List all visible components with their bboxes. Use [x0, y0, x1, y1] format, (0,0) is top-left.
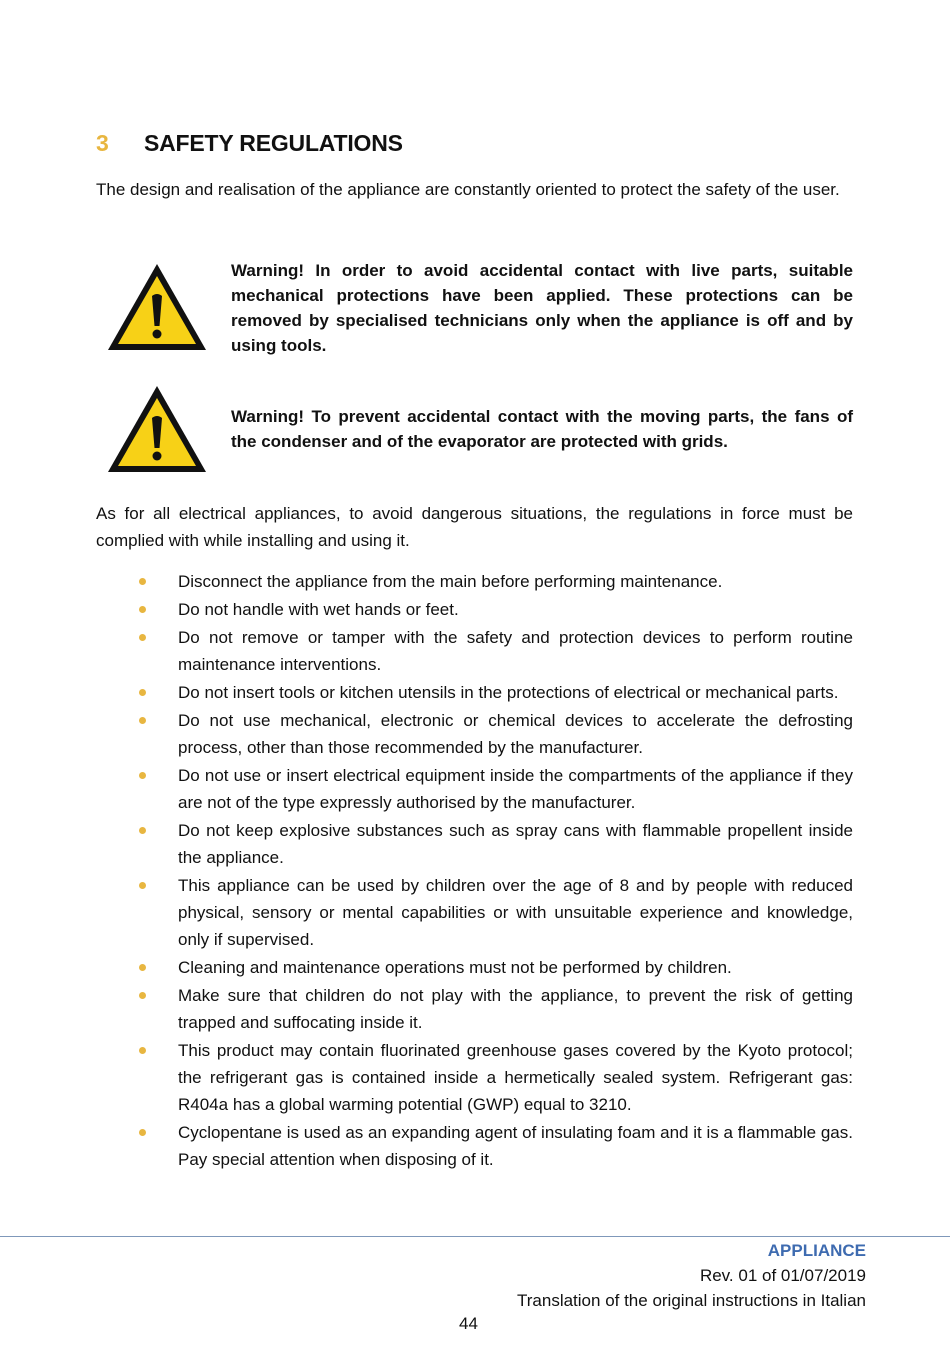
list-item: Disconnect the appliance from the main before performing maintenance. [178, 568, 853, 595]
footer-revision: Rev. 01 of 01/07/2019 [699, 1266, 866, 1285]
bullet-dot [139, 578, 146, 585]
list-item: This appliance can be used by children over the age of 8 and by people with reduced physical, sensory or mental capabilities or with unsuitable experience and knowledge, only if supervised. [178, 872, 853, 953]
bullet-dot [139, 992, 146, 999]
bullet-dot [139, 606, 146, 613]
footer-translation-note: Translation of the original instructions in Italian [517, 1291, 866, 1310]
list-item: Cleaning and maintenance operations must not be performed by children. [178, 954, 853, 981]
section-number: 3 [96, 130, 109, 156]
list-item: Do not insert tools or kitchen utensils in the protections of electrical or mechanical parts. [178, 679, 853, 706]
page-footer [517, 1238, 866, 1313]
list-item: Do not remove or tamper with the safety and protection devices to perform routine maintenance interventions. [178, 624, 853, 678]
bullet-dot [139, 689, 146, 696]
general-paragraph: As for all electrical appliances, to avoid dangerous situations, the regulations in force must be complied with while installing and using it. [96, 504, 853, 550]
bullet-dot [139, 1129, 146, 1136]
list-item: Cyclopentane is used as an expanding agent of insulating foam and it is a flammable gas. Pay special attention when disposing of it. [178, 1119, 853, 1173]
bullet-dot [139, 772, 146, 779]
warning-triangle-icon [106, 384, 208, 474]
footer-divider [0, 1236, 950, 1237]
page-number: 44 [459, 1314, 478, 1333]
list-item: Do not use mechanical, electronic or chemical devices to accelerate the defrosting process, other than those recommended by the manufacturer. [178, 707, 853, 761]
warning-text-moving-parts: Warning! To prevent accidental contact with the moving parts, the fans of the condenser and of the evaporator are protected with grids. [231, 407, 853, 451]
list-item: This product may contain fluorinated greenhouse gases covered by the Kyoto protocol; the refrigerant gas is contained inside a hermetically sealed system. Refrigerant gas: R404a has a global warming potential (GWP) equal to 3210. [178, 1037, 853, 1118]
section-title: SAFETY REGULATIONS [144, 130, 403, 156]
bullet-dot [139, 1047, 146, 1054]
list-item: Do not use or insert electrical equipment inside the compartments of the appliance if they are not of the type expressly authorised by the manufacturer. [178, 762, 853, 816]
warning-text-live-parts: Warning! In order to avoid accidental contact with live parts, suitable mechanical protections have been applied. These protections can be removed by specialised technicians only when the appliance is off and by using tools. [231, 261, 853, 355]
warning-triangle-icon [106, 262, 208, 352]
bullet-dot [139, 717, 146, 724]
list-item: Do not handle with wet hands or feet. [178, 596, 853, 623]
bullet-dot [139, 827, 146, 834]
list-item: Do not keep explosive substances such as spray cans with flammable propellent inside the appliance. [178, 817, 853, 871]
intro-paragraph: The design and realisation of the appliance are constantly oriented to protect the safety of the user. [96, 180, 840, 199]
safety-bullet-list [0, 568, 950, 1174]
list-item: Make sure that children do not play with the appliance, to prevent the risk of getting trapped and suffocating inside it. [178, 982, 853, 1036]
bullet-dot [139, 964, 146, 971]
bullet-dot [139, 882, 146, 889]
section-heading [96, 130, 403, 157]
footer-brand: APPLIANCE [767, 1241, 866, 1260]
bullet-dot [139, 634, 146, 641]
